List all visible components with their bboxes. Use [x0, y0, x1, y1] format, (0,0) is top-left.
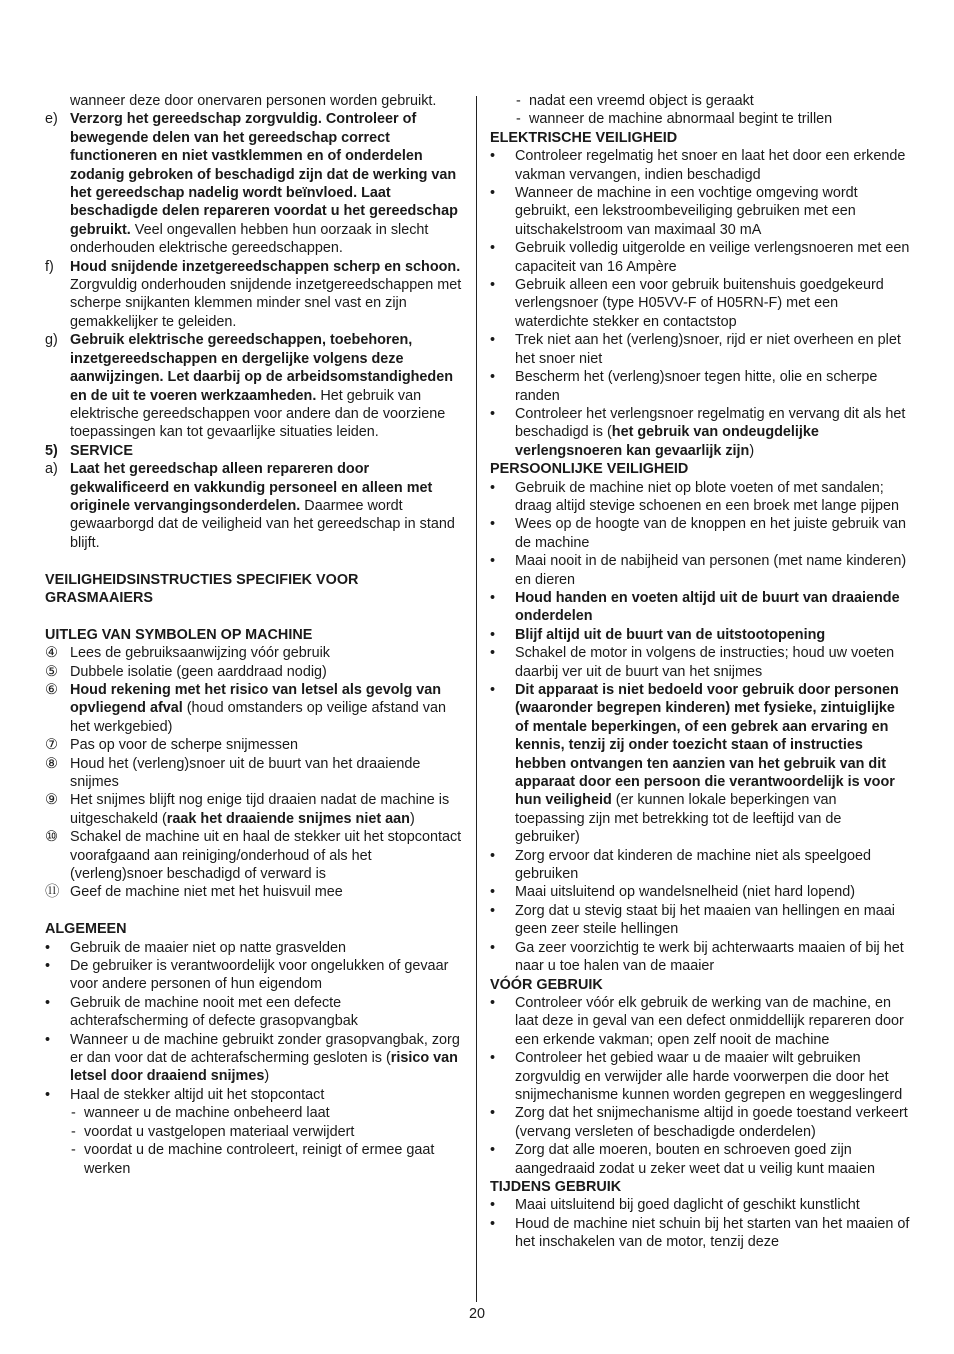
list-marker: ④: [45, 645, 58, 662]
body-text: ): [264, 1068, 270, 1085]
section-heading: [45, 920, 463, 938]
bold-text: risico van letsel door draaiend snijmes: [70, 1050, 458, 1085]
bold-text: VÓÓR GEBRUIK: [490, 976, 603, 993]
list-text: [515, 883, 910, 901]
list-marker: f): [45, 258, 54, 275]
list-text: [70, 681, 463, 736]
bold-text: Houd rekening met het risico van letsel als gevolg van opvliegend afval: [70, 681, 442, 717]
list-item: [45, 755, 463, 792]
sub-list-item: [45, 1123, 463, 1141]
list-marker: -: [516, 93, 521, 109]
body-text: Controleer vóór elk gebruik de werking van de machine, en laat deze in geval van een defect onmiddellijk repareren door een erkende vakman; open zelf nooit de machine: [515, 994, 904, 1048]
body-text: (er kunnen lokale beperkingen van toepassing zijn met betrekking tot de leeftijd van de gebruiker): [515, 792, 842, 846]
list-text: [70, 460, 463, 552]
bold-text: Houd handen en voeten altijd uit de buurt van draaiende onderdelen: [515, 589, 900, 625]
list-item: [45, 644, 463, 662]
list-item: [45, 110, 463, 257]
bold-text: UITLEG VAN SYMBOLEN OP MACHINE: [45, 626, 313, 643]
list-text: [515, 994, 910, 1049]
list-item: [490, 276, 910, 331]
section-heading: [490, 1178, 910, 1196]
bold-text: PERSOONLIJKE VEILIGHEID: [490, 461, 689, 478]
list-marker: •: [45, 1086, 51, 1103]
list-item: [490, 1196, 910, 1214]
list-item: [45, 258, 463, 332]
section-heading: [490, 460, 910, 478]
list-item: [45, 791, 463, 828]
bold-text: Dit apparaat is niet bedoeld voor gebruik door personen (waaronder begrepen kinderen) met fysieke, zintuiglijke of mentale beperkingen, of een gebrek aan ervaring en kennis, tenzij zij onder toezicht staan of instructies hebben ontvangen ten aanzien van het gebruik van dit apparaat door een persoon die verantwoordelijk is voor hun veiligheid: [515, 682, 899, 809]
list-marker: •: [490, 626, 496, 643]
right-column: [490, 92, 910, 1252]
list-text: [70, 736, 463, 754]
list-text: [515, 552, 910, 589]
sub-list-item: [45, 1141, 463, 1178]
list-item: [490, 939, 910, 976]
list-item: [45, 1086, 463, 1104]
page-number: 20: [468, 1306, 485, 1322]
body-text: Trek niet aan het (verleng)snoer, rijd er niet overheen en plet het snoer niet: [515, 332, 901, 367]
body-text: Schakel de motor in volgens de instructies; houd uw voeten daarbij ver uit de buurt van het snijmes: [515, 645, 895, 680]
left-column: [45, 92, 463, 1178]
list-text: [515, 1215, 910, 1252]
list-text: [515, 1104, 910, 1141]
list-marker: •: [490, 148, 496, 165]
list-marker: g): [45, 332, 58, 349]
bold-text: het gebruik van ondeugdelijke verlengsnoeren kan gevaarlijk zijn: [515, 424, 819, 459]
list-marker: •: [490, 516, 496, 533]
list-text: [515, 147, 910, 184]
list-marker: ⑥: [45, 681, 58, 698]
list-marker: •: [490, 902, 496, 919]
body-text: Schakel de machine uit en haal de stekker uit het stopcontact voorafgaand aan reiniging/onderhoud of als het (verleng)snoer beschadigd of verward is: [70, 829, 462, 883]
list-text: [515, 405, 910, 460]
list-marker: •: [490, 405, 496, 422]
bold-text: TIJDENS GEBRUIK: [490, 1178, 622, 1195]
list-text: [515, 644, 910, 681]
spacer: [45, 607, 463, 625]
list-item: [45, 736, 463, 754]
list-text: [515, 847, 910, 884]
spacer: [45, 552, 463, 570]
bold-text: VEILIGHEIDSINSTRUCTIES SPECIFIEK VOOR GRASMAAIERS: [45, 571, 359, 606]
body-text: wanneer u de machine onbeheerd laat: [84, 1105, 330, 1122]
list-marker: •: [490, 884, 496, 901]
list-marker: ⑧: [45, 755, 58, 772]
body-text: Wanneer de machine in een vochtige omgeving wordt gebruikt, een lekstroombeveiliging gebruiken met een uitschakelstroom van maximaal 30 mA: [515, 185, 858, 238]
list-marker: •: [490, 682, 496, 698]
list-text: [70, 258, 463, 332]
body-text: Lees de gebruiksaanwijzing vóór gebruik: [70, 645, 330, 662]
list-text: [515, 368, 910, 405]
body-text: Controleer het gebied waar u de maaier wilt gebruiken zorgvuldig en verwijder alle harde voorwerpen die door het snijmechanisme kunnen worden gegrepen en weggeslingerd: [515, 1050, 903, 1103]
list-marker: •: [45, 994, 51, 1011]
list-marker: •: [490, 277, 496, 294]
body-text: Dubbele isolatie (geen aarddraad nodig): [70, 663, 327, 680]
list-text: [70, 828, 463, 883]
list-marker: •: [490, 1197, 496, 1214]
body-text: Zorg ervoor dat kinderen de machine niet als speelgoed gebruiken: [515, 847, 871, 883]
list-marker: •: [490, 589, 496, 606]
list-item: [490, 1141, 910, 1178]
body-text: Gebruik de machine niet op blote voeten of met sandalen; draag altijd stevige schoenen en een broek met lange pijpen: [515, 479, 900, 514]
list-item: [45, 957, 463, 994]
body-text: Bescherm het (verleng)snoer tegen hitte, olie en scherpe randen: [515, 369, 878, 404]
list-marker: -: [71, 1123, 76, 1140]
body-text: (houd omstanders op veilige afstand van het werkgebied): [70, 700, 446, 735]
body-text: Wanneer u de machine gebruikt zonder grasopvangbak, zorg er dan voor dat de achterafscherming gesloten is (: [70, 1031, 460, 1067]
list-text: [70, 644, 463, 662]
list-item: [490, 902, 910, 939]
list-item: [490, 626, 910, 644]
list-text: [529, 110, 910, 128]
list-item: [490, 368, 910, 405]
list-text: [70, 957, 463, 994]
list-text: [70, 1086, 463, 1104]
body-text: Maai nooit in de nabijheid van personen (met name kinderen) en dieren: [515, 553, 907, 588]
list-text: [70, 939, 463, 957]
list-item: [45, 828, 463, 883]
list-text: [515, 1196, 910, 1214]
list-text: [515, 276, 910, 331]
bold-text: Blijf altijd uit de buurt van de uitstootopening: [515, 626, 826, 643]
list-item: [490, 552, 910, 589]
list-item: [490, 1104, 910, 1141]
paragraph-continuation: [45, 92, 463, 110]
list-marker: •: [490, 645, 496, 662]
body-text: Zorg dat alle moeren, bouten en schroeven goed zijn aangedraaid zodat u zeker weet dat u veilig kunt maaien: [515, 1142, 875, 1177]
bold-text: Verzorg het gereedschap zorgvuldig. Controleer of bewegende delen van het gereedschap correct functioneren en niet vastklemmen en of onderdelen zodanig gebroken of beschadigd zijn dat de werking van het gereedschap nadelig wordt beïnvloed. Laat beschadigde delen repareren voordat u het gereedschap gebruikt.: [70, 111, 458, 238]
list-marker: •: [490, 1105, 496, 1122]
list-item: [45, 1031, 463, 1086]
list-text: [515, 1141, 910, 1178]
body-text: nadat een vreemd object is geraakt: [529, 93, 754, 109]
spacer: [45, 902, 463, 920]
list-text: [70, 442, 463, 460]
sub-list-item: [490, 110, 910, 128]
body-text: Maai uitsluitend bij goed daglicht of geschikt kunstlicht: [515, 1197, 860, 1214]
list-text: [70, 663, 463, 681]
list-text: [515, 515, 910, 552]
list-marker: ⑪: [45, 884, 60, 901]
body-text: Zorgvuldig onderhouden snijdende inzetgereedschappen met scherpe snijkanten klemmen minder snel vast en zijn gemakkelijker te geleiden.: [70, 277, 462, 330]
list-marker: •: [490, 1050, 496, 1067]
list-marker: •: [490, 1215, 496, 1232]
list-item: [490, 515, 910, 552]
list-item: [490, 644, 910, 681]
list-text: [515, 939, 910, 976]
list-text: [84, 1104, 463, 1122]
body-text: Het gebruik van elektrische gereedschappen voor andere dan de voorziene toepassingen kan tot gevaarlijke situaties leiden.: [70, 387, 446, 441]
body-text: Pas op voor de scherpe snijmessen: [70, 737, 298, 754]
body-text: Maai uitsluitend op wandelsnelheid (niet hard lopend): [515, 884, 855, 901]
list-item: [45, 442, 463, 460]
list-item: [45, 331, 463, 441]
section-heading: [490, 129, 910, 147]
list-item: [490, 479, 910, 516]
list-text: [515, 239, 910, 276]
list-item: [490, 331, 910, 368]
list-text: [515, 626, 910, 644]
body-text: Het snijmes blijft nog enige tijd draaien nadat de machine is uitgeschakeld (: [70, 792, 450, 827]
list-marker: e): [45, 111, 58, 128]
bold-text: raak het draaiende snijmes niet aan: [166, 810, 410, 827]
list-item: [45, 663, 463, 681]
list-text: [70, 883, 463, 901]
body-text: Wees op de hoogte van de knoppen en het juiste gebruik van de machine: [515, 516, 906, 551]
list-item: [45, 939, 463, 957]
bold-text: Laat het gereedschap alleen repareren door gekwalificeerd en vakkundig personeel en alleen met originele vervangingsonderdelen.: [70, 461, 433, 514]
list-marker: •: [490, 369, 496, 386]
list-marker: •: [490, 240, 496, 257]
list-text: [84, 1141, 463, 1178]
list-marker: ⑩: [45, 829, 58, 846]
list-item: [490, 239, 910, 276]
body-text: Gebruik de maaier niet op natte grasvelden: [70, 939, 346, 956]
list-text: [515, 902, 910, 939]
body-text: wanneer deze door onervaren personen worden gebruikt.: [70, 93, 437, 109]
list-marker: a): [45, 461, 58, 478]
list-item: [45, 681, 463, 736]
list-marker: •: [490, 479, 496, 496]
list-text: [70, 755, 463, 792]
body-text: Houd de machine niet schuin bij het starten van het maaien of het inschakelen van de motor, tenzij deze: [515, 1215, 910, 1251]
body-text: Gebruik de machine nooit met een defecte achterafscherming of defecte grasopvangbak: [70, 994, 358, 1030]
list-text: [84, 1123, 463, 1141]
list-text: [70, 331, 463, 441]
body-text: Geef de machine niet met het huisvuil mee: [70, 884, 343, 901]
list-text: [70, 110, 463, 257]
body-text: De gebruiker is verantwoordelijk voor ongelukken of gevaar voor andere personen of hun eigendom: [70, 958, 449, 993]
bold-text: ELEKTRISCHE VEILIGHEID: [490, 129, 678, 146]
list-item: [45, 883, 463, 901]
list-marker: -: [71, 1105, 76, 1122]
body-text: Veel ongevallen hebben hun oorzaak in slecht onderhouden elektrische gereedschappen.: [70, 221, 429, 257]
list-text: [70, 791, 463, 828]
list-text: [515, 589, 910, 626]
list-marker: •: [490, 847, 496, 864]
body-text: voordat u de machine controleert, reinigt of ermee gaat werken: [84, 1142, 435, 1177]
list-text: [515, 331, 910, 368]
sub-list-item: [490, 92, 910, 110]
list-marker: ⑤: [45, 663, 58, 680]
sub-list-item: [45, 1104, 463, 1122]
body-text: Gebruik volledig uitgerolde en veilige verlengsnoeren met een capaciteit van 16 Ampère: [515, 240, 910, 275]
list-text: [70, 994, 463, 1031]
list-item: [490, 589, 910, 626]
list-item: [490, 847, 910, 884]
body-text: ): [409, 810, 415, 827]
column-divider: [476, 96, 477, 1302]
list-marker: -: [71, 1142, 76, 1159]
list-marker: •: [490, 185, 496, 202]
list-text: [515, 1049, 910, 1104]
body-text: Houd het (verleng)snoer uit de buurt van het draaiende snijmes: [70, 755, 421, 790]
list-marker: •: [490, 1142, 496, 1159]
bold-text: SERVICE: [70, 442, 133, 459]
list-marker: 5): [45, 442, 58, 459]
list-item: [490, 147, 910, 184]
body-text: Daarmee wordt gewaarborgd dat de veiligheid van het gereedschap in stand blijft.: [70, 497, 455, 551]
list-marker: •: [45, 958, 51, 975]
body-text: ): [749, 442, 755, 459]
list-item: [490, 1049, 910, 1104]
list-item: [45, 460, 463, 552]
list-marker: •: [45, 1031, 51, 1048]
section-heading: [45, 626, 463, 644]
list-item: [490, 883, 910, 901]
body-text: voordat u vastgelopen materiaal verwijdert: [84, 1123, 355, 1140]
list-text: [515, 479, 910, 516]
list-marker: ⑦: [45, 737, 58, 754]
list-marker: •: [490, 939, 496, 956]
section-heading: [490, 976, 910, 994]
body-text: wanneer de machine abnormaal begint te trillen: [529, 111, 833, 128]
list-text: [515, 184, 910, 239]
list-item: [490, 184, 910, 239]
list-text: [70, 1031, 463, 1086]
list-item: [490, 1215, 910, 1252]
body-text: Haal de stekker altijd uit het stopcontact: [70, 1086, 325, 1103]
bold-text: Houd snijdende inzetgereedschappen scherp en schoon.: [70, 258, 461, 275]
list-marker: •: [490, 332, 496, 349]
list-text: [515, 681, 910, 847]
body-text: Gebruik alleen een voor gebruik buitenshuis goedgekeurd verlengsnoer (type H05VV-F of H05RN-F) met een waterdichte stekker en contactstop: [515, 277, 884, 330]
list-item: [490, 405, 910, 460]
bold-text: Gebruik elektrische gereedschappen, toebehoren, inzetgereedschappen en dergelijke volgens deze aanwijzingen. Let daarbij op de arbeidsomstandigheden en de uit te voeren werkzaamheden.: [70, 332, 454, 404]
section-heading: [45, 571, 463, 608]
list-item: [490, 681, 910, 847]
body-text: Ga zeer voorzichtig te werk bij achterwaarts maaien of bij het naar u toe halen van de maaier: [515, 939, 904, 975]
list-marker: ⑨: [45, 792, 58, 809]
list-marker: -: [516, 111, 521, 128]
list-item: [45, 994, 463, 1031]
bold-text: ALGEMEEN: [45, 921, 127, 938]
list-text: [529, 92, 910, 110]
body-text: Zorg dat het snijmechanisme altijd in goede toestand verkeert (vervang versleten of beschadigde onderdelen): [515, 1105, 908, 1140]
list-marker: •: [45, 939, 51, 956]
body-text: Controleer regelmatig het snoer en laat het door een erkende vakman vervangen, indien beschadigd: [515, 148, 906, 183]
body-text: Controleer het verlengsnoer regelmatig en vervang dit als het beschadigd is (: [515, 405, 906, 441]
body-text: Zorg dat u stevig staat bij het maaien van hellingen en maai geen zeer steile hellingen: [515, 902, 895, 938]
list-marker: •: [490, 553, 496, 570]
list-item: [490, 994, 910, 1049]
list-marker: •: [490, 994, 496, 1011]
